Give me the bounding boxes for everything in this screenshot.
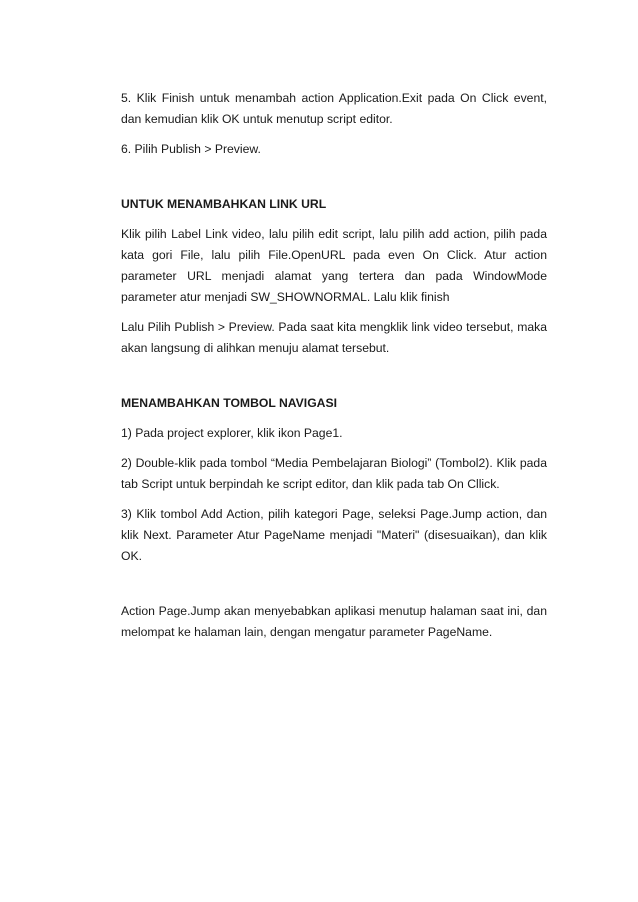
- step-5-text: 5. Klik Finish untuk menambah action Application.Exit pada On Click event, dan kemudian klik OK untuk menutup script editor.: [121, 91, 547, 126]
- document-body: [121, 88, 547, 643]
- navigation-step-3: 3) Klik tombol Add Action, pilih kategori Page, seleksi Page.Jump action, dan klik Next. Parameter Atur PageName menjadi "Materi" (disesuaikan), dan klik OK.: [121, 507, 547, 563]
- step-6-text: 6. Pilih Publish > Preview.: [121, 142, 261, 156]
- navigation-step-2: 2) Double-klik pada tombol “Media Pembelajaran Biologi” (Tombol2). Klik pada tab Script untuk berpindah ke script editor, dan klik pada tab On Cllick.: [121, 456, 547, 491]
- link-url-paragraph-1: Klik pilih Label Link video, lalu pilih edit script, lalu pilih add action, pilih pada kata gori File, lalu pilih File.OpenURL pada even On Click. Atur action parameter URL menjadi alamat yang tertera dan pada WindowMode parameter atur menjadi SW_SHOWNORMAL. Lalu klik finish: [121, 227, 547, 304]
- link-url-paragraph-2: Lalu Pilih Publish > Preview. Pada saat kita mengklik link video tersebut, maka akan langsung di alihkan menuju alamat tersebut.: [121, 320, 547, 355]
- navigation-step-1: 1) Pada project explorer, klik ikon Page1.: [121, 426, 343, 440]
- closing-paragraph: Action Page.Jump akan menyebabkan aplikasi menutup halaman saat ini, dan melompat ke halaman lain, dengan mengatur parameter PageName.: [121, 604, 547, 639]
- section-heading-navigation: MENAMBAHKAN TOMBOL NAVIGASI: [121, 396, 337, 410]
- section-heading-link-url: UNTUK MENAMBAHKAN LINK URL: [121, 197, 327, 211]
